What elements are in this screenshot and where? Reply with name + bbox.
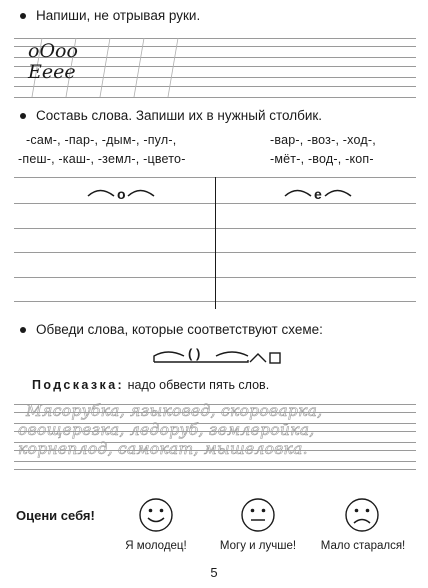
self-assessment-label: Оцени себя!: [16, 508, 95, 523]
task1-instruction: Напиши, не отрывая руки.: [36, 8, 201, 23]
word-scheme: [150, 344, 290, 368]
sample-line-1: оОоо: [28, 40, 78, 62]
happy-caption: Я молодец!: [125, 540, 187, 552]
neutral-face-icon[interactable]: [240, 497, 276, 533]
right-word-parts-1: -вар-, -воз-, -ход-,: [270, 133, 376, 147]
bullet-icon: [20, 113, 26, 119]
copy-line-3[interactable]: корнеплод, самокат, мышеловка.: [18, 440, 308, 458]
word-scheme-graphic: [150, 344, 290, 368]
left-column-scheme: [86, 186, 156, 206]
task2-instruction: Составь слова. Запиши их в нужный столбик.: [36, 108, 323, 123]
bullet-icon: [20, 13, 26, 19]
copy-line-2[interactable]: овощерезка, ледоруб, землеройка,: [18, 421, 315, 439]
right-column-scheme: [283, 186, 353, 206]
column-divider: [215, 177, 216, 309]
hint-text: надо обвести пять слов.: [127, 378, 270, 392]
sad-face-icon[interactable]: [344, 497, 380, 533]
neutral-caption: Могу и лучше!: [219, 540, 297, 552]
copy-line-1[interactable]: Мясорубка, языковед, скороварка,: [26, 402, 323, 420]
sample-line-2: Ееее: [28, 61, 76, 83]
task3-instruction: Обведи слова, которые соответствуют схеме:: [36, 322, 323, 337]
sad-caption: Мало старался!: [320, 540, 406, 552]
hint-label: Подсказка:: [32, 378, 125, 392]
hint-row: [32, 378, 269, 392]
interfix-parentheses: ( ): [188, 346, 201, 361]
bullet-icon: [20, 327, 26, 333]
task3-instruction-row: [20, 322, 323, 337]
page-number: 5: [210, 565, 218, 580]
task2-instruction-row: [20, 108, 322, 123]
task1-instruction-row: [20, 8, 200, 23]
connecting-vowel-e: е: [314, 186, 322, 202]
happy-face-icon[interactable]: [138, 497, 174, 533]
right-word-parts-2: -мёт-, -вод-, -коп-: [270, 152, 374, 166]
left-word-parts-2: -пеш-, -каш-, -земл-, -цвето-: [18, 152, 186, 166]
left-word-parts-1: -сам-, -пар-, -дым-, -пул-,: [26, 133, 177, 147]
connecting-vowel-o: о: [117, 186, 126, 202]
